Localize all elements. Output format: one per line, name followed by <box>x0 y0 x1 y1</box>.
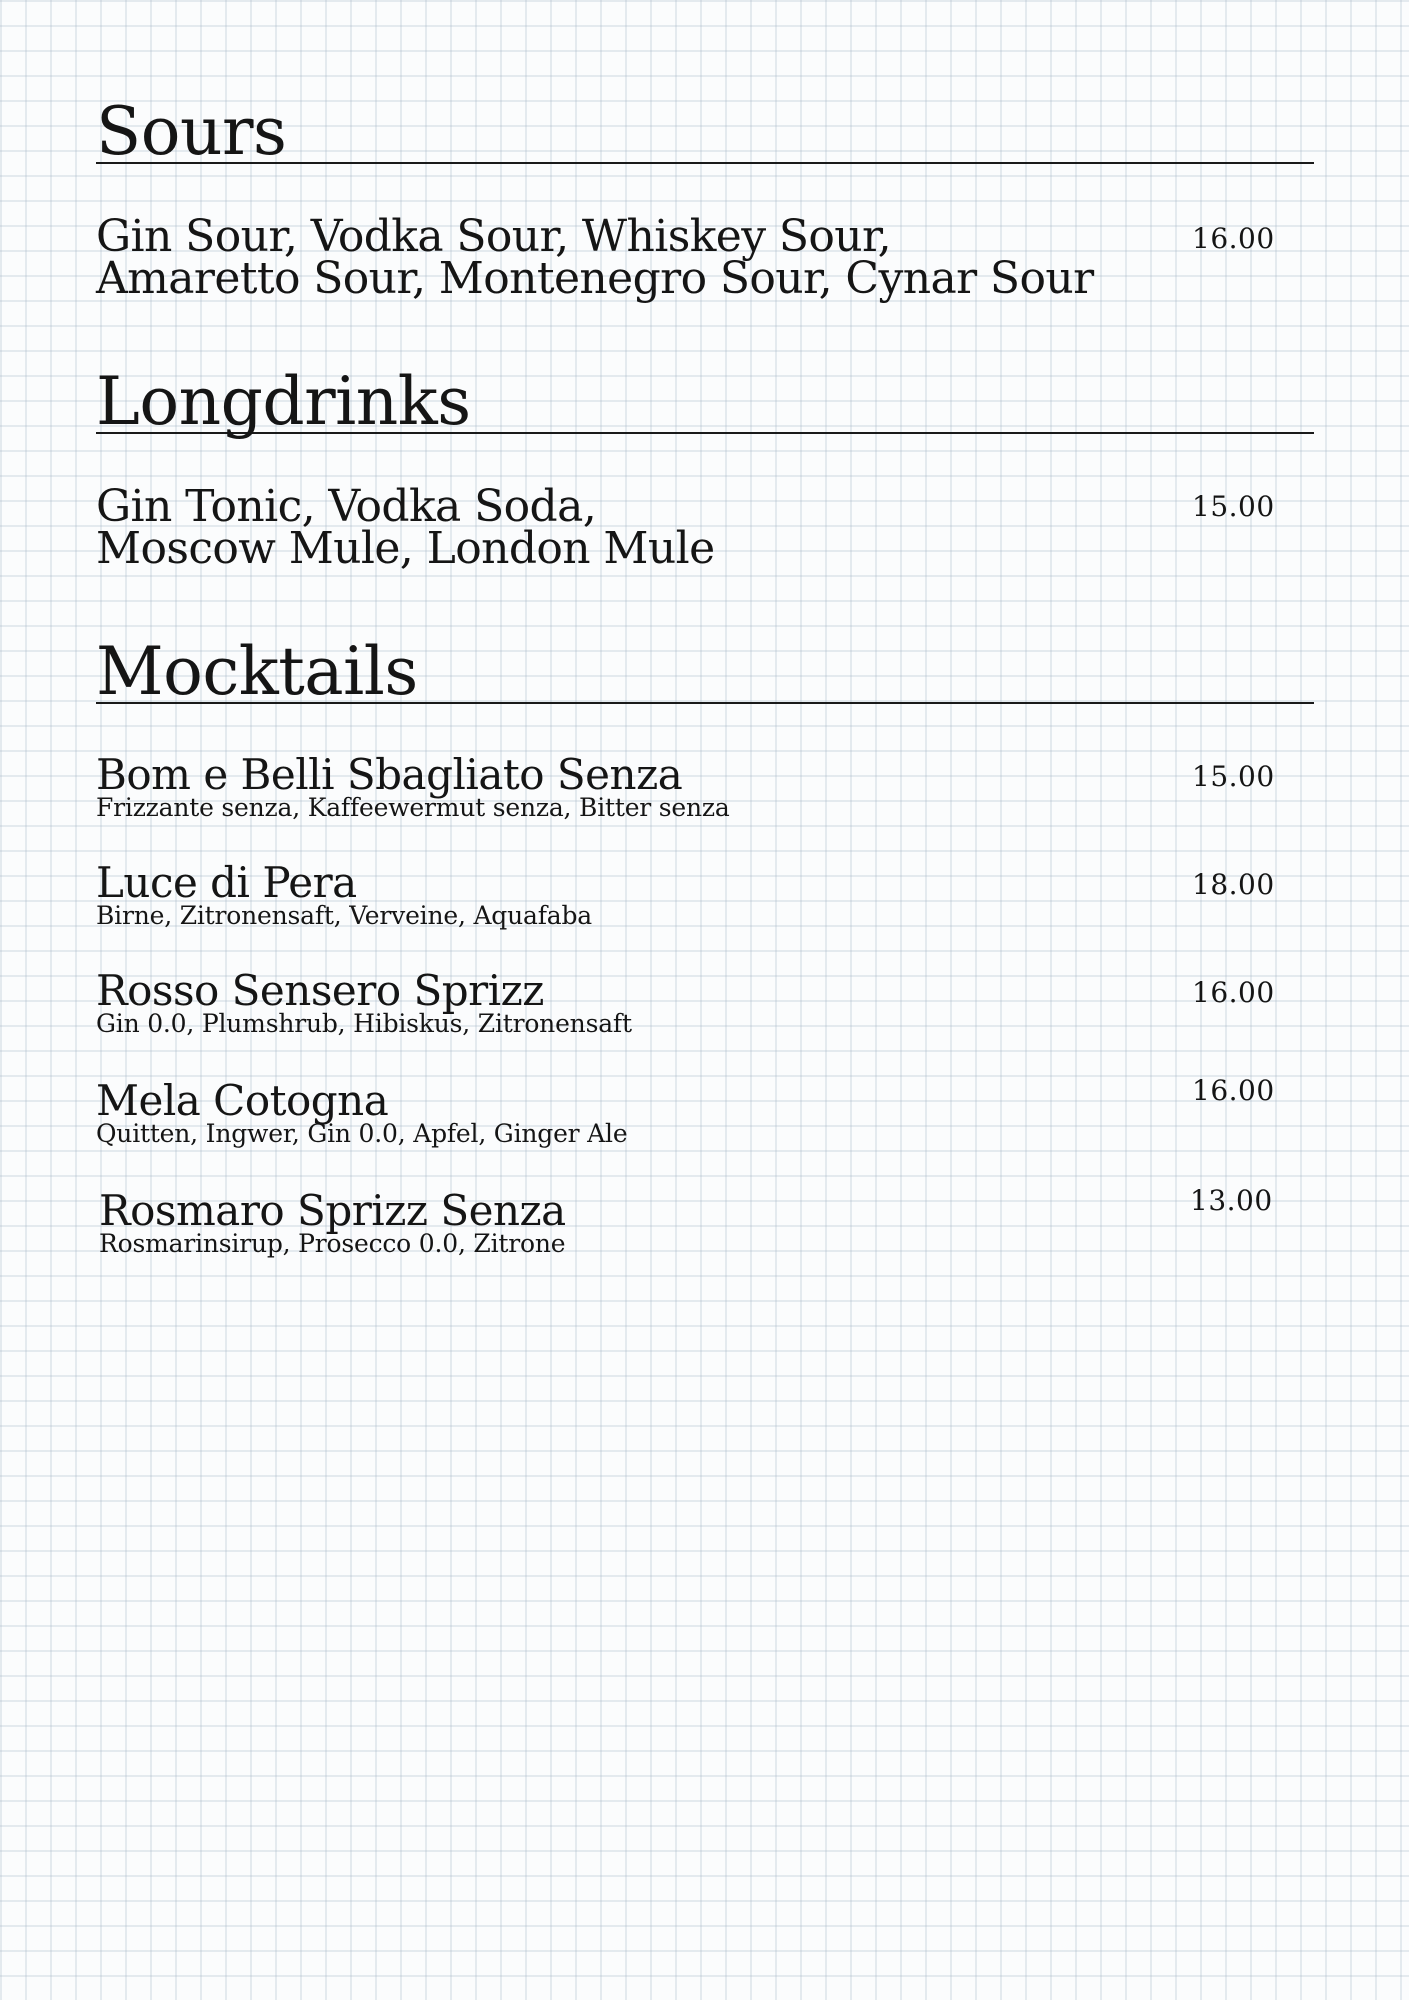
longdrinks-items-line-2: Moscow Mule, London Mule <box>96 523 715 574</box>
mocktail-price: 18.00 <box>1192 868 1275 901</box>
mocktail-description: Gin 0.0, Plumshrub, Hibiskus, Zitronensaft <box>96 1009 632 1038</box>
mocktail-price: 13.00 <box>1190 1184 1273 1217</box>
mocktail-item <box>99 1186 566 1258</box>
section-title-longdrinks: Longdrinks <box>96 366 1314 434</box>
longdrinks-items <box>96 481 715 574</box>
mocktail-item <box>96 858 592 930</box>
mocktail-item <box>96 750 730 822</box>
sours-items-line-1: Gin Sour, Vodka Sour, Whiskey Sour, <box>96 211 892 262</box>
mocktail-name: Luce di Pera <box>96 858 357 907</box>
longdrinks-items-line-1: Gin Tonic, Vodka Soda, <box>96 481 597 532</box>
mocktail-price: 16.00 <box>1192 1074 1275 1107</box>
mocktail-description: Quitten, Ingwer, Gin 0.0, Apfel, Ginger Ale <box>96 1119 628 1148</box>
sours-items-line-2: Amaretto Sour, Montenegro Sour, Cynar Sour <box>96 253 1094 304</box>
mocktail-name: Bom e Belli Sbagliato Senza <box>96 750 683 799</box>
mocktail-name: Mela Cotogna <box>96 1076 389 1125</box>
mocktail-price: 15.00 <box>1192 760 1275 793</box>
mocktail-description: Rosmarinsirup, Prosecco 0.0, Zitrone <box>99 1229 566 1258</box>
sours-items <box>96 211 1094 304</box>
mocktail-description: Birne, Zitronensaft, Verveine, Aquafaba <box>96 901 592 930</box>
section-title-mocktails: Mocktails <box>96 636 1314 704</box>
mocktail-item <box>96 1076 628 1148</box>
mocktail-item <box>96 966 632 1038</box>
mocktail-name: Rosso Sensero Sprizz <box>96 966 544 1015</box>
mocktail-description: Frizzante senza, Kaffeewermut senza, Bitter senza <box>96 793 730 822</box>
mocktail-name: Rosmaro Sprizz Senza <box>99 1186 566 1235</box>
longdrinks-price: 15.00 <box>1192 490 1275 523</box>
sours-price: 16.00 <box>1192 222 1275 255</box>
section-title-sours: Sours <box>96 96 1314 164</box>
mocktail-price: 16.00 <box>1192 976 1275 1009</box>
